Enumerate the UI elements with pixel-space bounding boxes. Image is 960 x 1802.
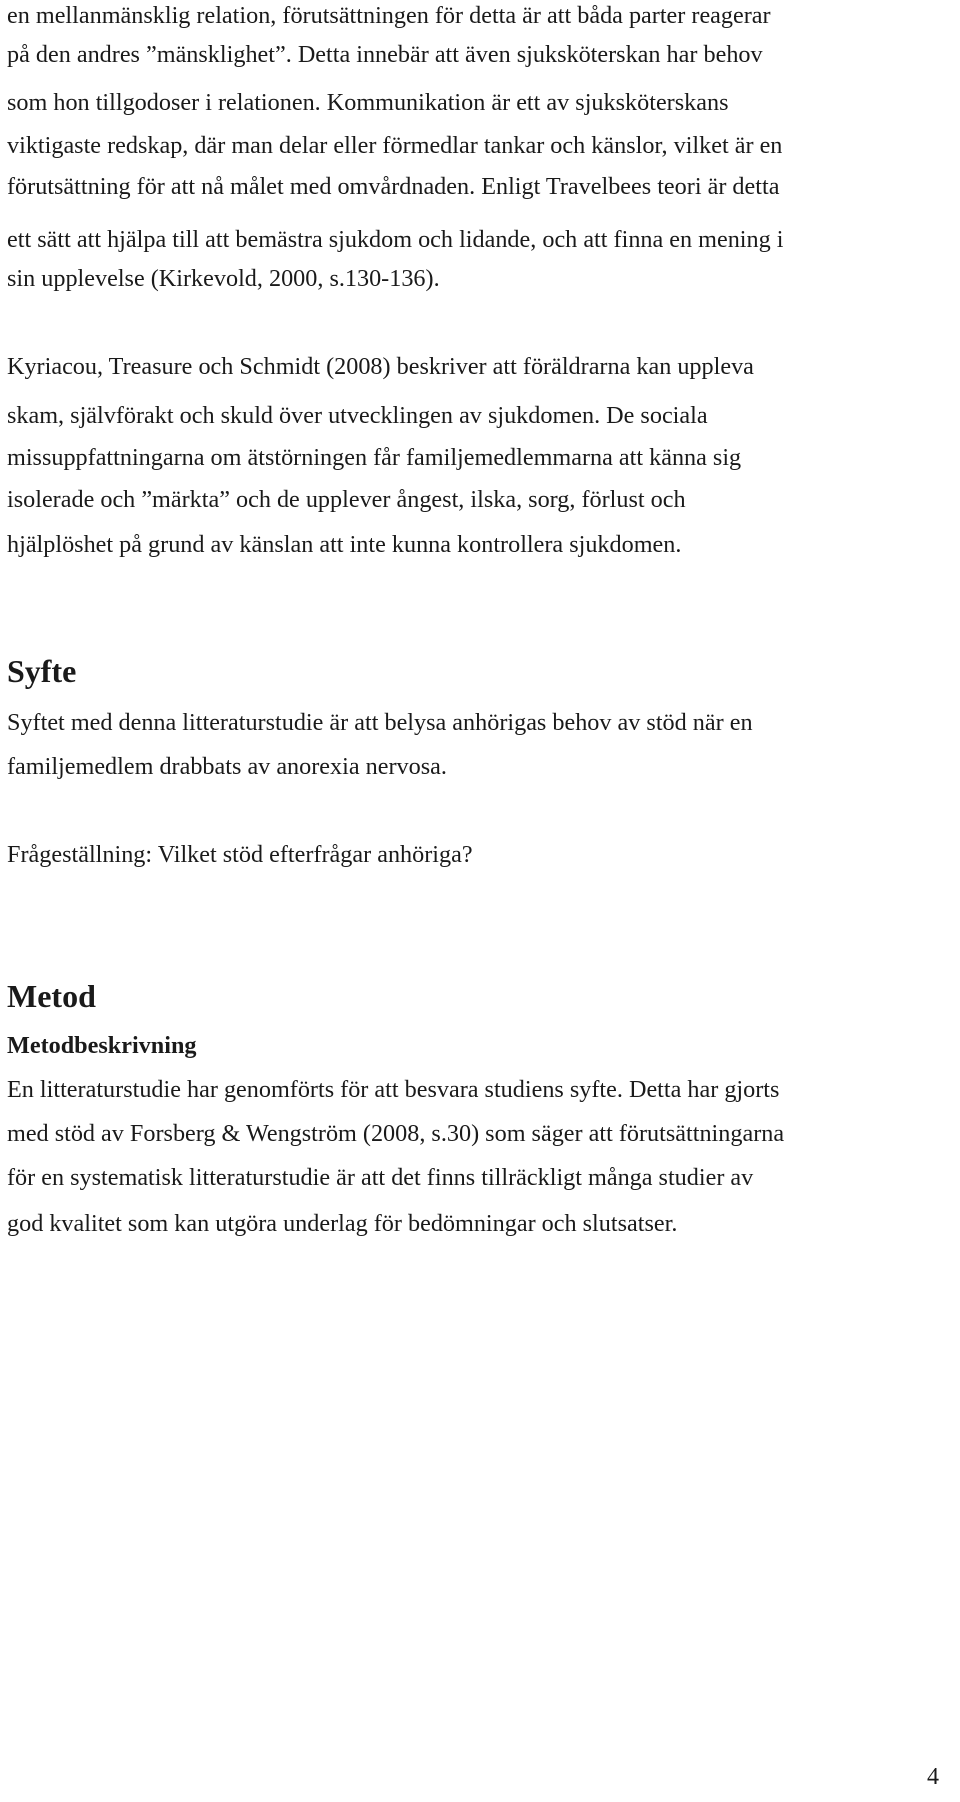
subsection-heading-metodbeskrivning: Metodbeskrivning <box>7 1032 197 1059</box>
section-heading-metod: Metod <box>7 978 96 1014</box>
paragraph-line: Kyriacou, Treasure och Schmidt (2008) beskriver att föräldrarna kan uppleva <box>7 353 754 380</box>
paragraph-line: En litteraturstudie har genomförts för att besvara studiens syfte. Detta har gjorts <box>7 1076 780 1103</box>
paragraph-line: missuppfattningarna om ätstörningen får familjemedlemmarna att känna sig <box>7 444 742 471</box>
paragraph-line: sin upplevelse (Kirkevold, 2000, s.130-136). <box>7 265 440 292</box>
paragraph-line: isolerade och ”märkta” och de upplever ångest, ilska, sorg, förlust och <box>7 486 686 513</box>
research-question: Frågeställning: Vilket stöd efterfrågar anhöriga? <box>7 841 473 868</box>
paragraph-line: som hon tillgodoser i relationen. Kommunikation är ett av sjuksköterskans <box>7 89 729 116</box>
paragraph-line: förutsättning för att nå målet med omvårdnaden. Enligt Travelbees teori är detta <box>7 173 780 200</box>
paragraph-line: Syftet med denna litteraturstudie är att belysa anhörigas behov av stöd när en <box>7 709 753 736</box>
paragraph-line: hjälplöshet på grund av känslan att inte kunna kontrollera sjukdomen. <box>7 531 682 558</box>
paragraph-line: skam, självförakt och skuld över utvecklingen av sjukdomen. De sociala <box>7 402 708 429</box>
paragraph-line: god kvalitet som kan utgöra underlag för bedömningar och slutsatser. <box>7 1210 678 1237</box>
paragraph-line: på den andres ”mänsklighet”. Detta innebär att även sjuksköterskan har behov <box>7 41 763 68</box>
paragraph-line: med stöd av Forsberg & Wengström (2008, s.30) som säger att förutsättningarna <box>7 1120 785 1147</box>
paragraph-line: en mellanmänsklig relation, förutsättningen för detta är att båda parter reagerar <box>7 2 771 29</box>
paragraph-line: familjemedlem drabbats av anorexia nervosa. <box>7 753 447 780</box>
page-number: 4 <box>927 1764 939 1790</box>
section-heading-syfte: Syfte <box>7 653 77 689</box>
paragraph-line: ett sätt att hjälpa till att bemästra sjukdom och lidande, och att finna en mening i <box>7 226 784 253</box>
paragraph-line: viktigaste redskap, där man delar eller förmedlar tankar och känslor, vilket är en <box>7 132 783 159</box>
paragraph-line: för en systematisk litteraturstudie är att det finns tillräckligt många studier av <box>7 1164 754 1191</box>
